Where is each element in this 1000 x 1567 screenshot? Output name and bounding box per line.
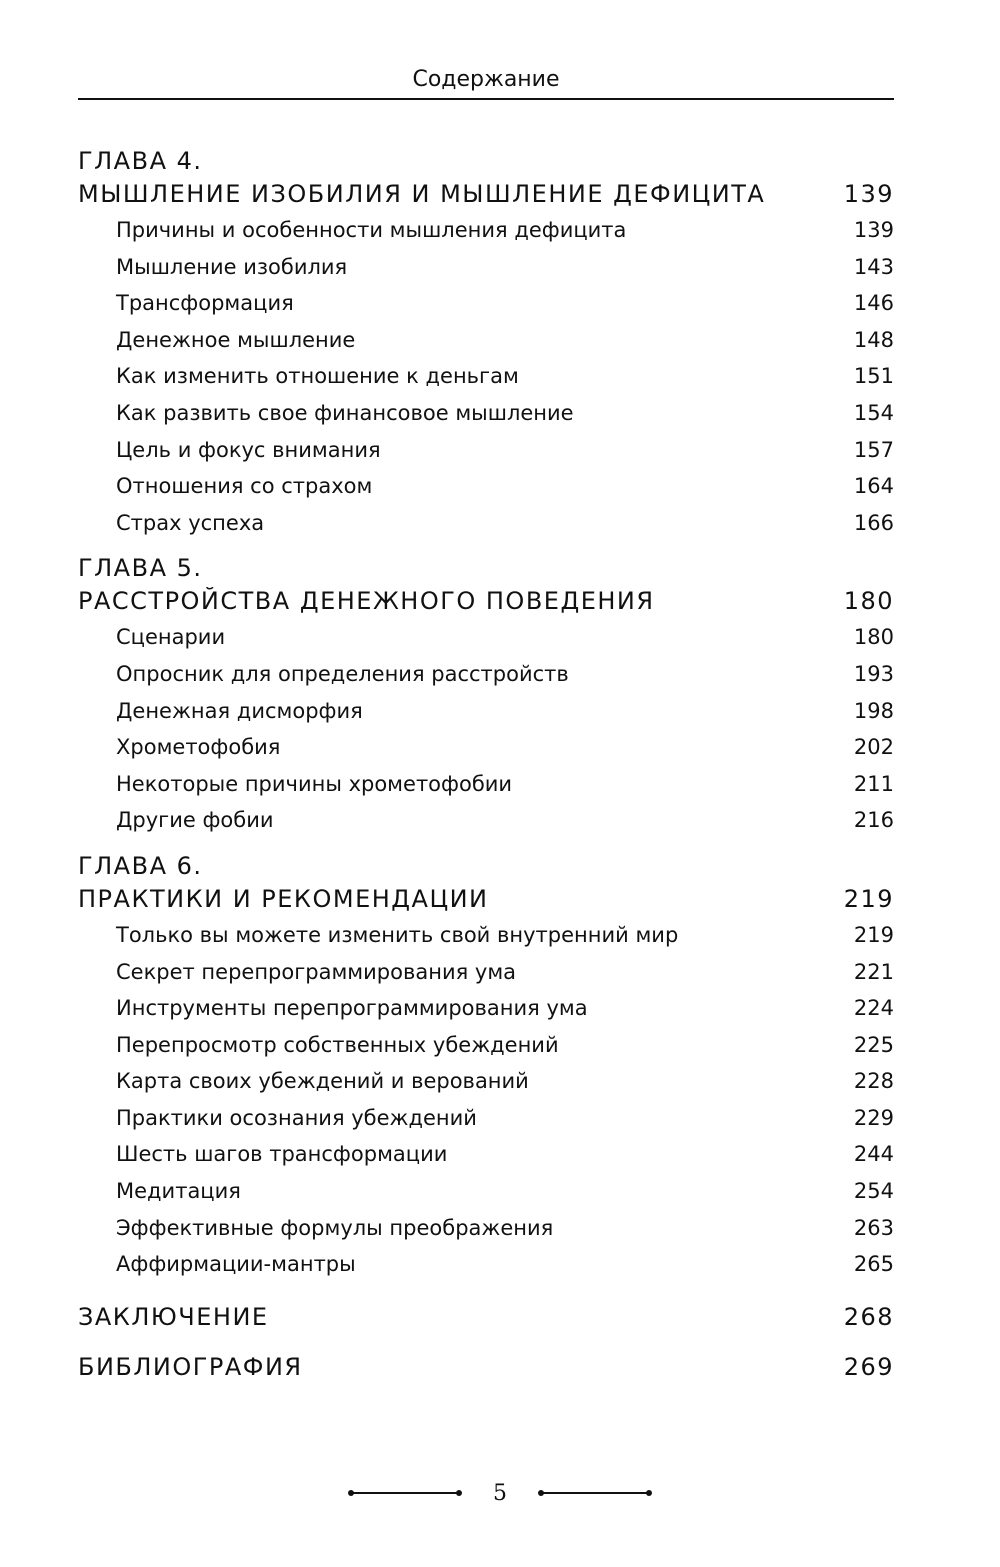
toc-entry-section[interactable]	[78, 401, 894, 438]
toc-entry-conclusion[interactable]	[78, 1303, 894, 1347]
entry-page: 269	[843, 1352, 894, 1381]
toc-entry-section[interactable]	[78, 1106, 894, 1143]
page-footer	[0, 1478, 1000, 1508]
entry-title: Опросник для определения расстройств	[116, 661, 569, 686]
toc-entry-section[interactable]	[78, 699, 894, 736]
entry-title: МЫШЛЕНИЕ ИЗОБИЛИЯ И МЫШЛЕНИЕ ДЕФИЦИТА	[78, 180, 766, 208]
toc-entry-section[interactable]	[78, 772, 894, 809]
entry-page: 211	[853, 771, 894, 796]
entry-page: 157	[853, 437, 894, 462]
entry-title: Денежное мышление	[116, 327, 356, 352]
entry-title: Сценарии	[116, 625, 226, 650]
entry-page: 265	[853, 1252, 894, 1277]
toc-entry-section[interactable]	[78, 364, 894, 401]
entry-page: 180	[843, 587, 894, 616]
toc-entry-chapter[interactable]	[78, 180, 894, 218]
entry-page: 180	[853, 625, 894, 650]
chapter-label: ГЛАВА 4.	[78, 147, 203, 175]
chapter-label: ГЛАВА 5.	[78, 554, 203, 583]
chapter-block	[78, 140, 894, 547]
toc-entry-chapter[interactable]	[78, 587, 894, 625]
toc-entry-section[interactable]	[78, 218, 894, 255]
toc-entry-section[interactable]	[78, 511, 894, 548]
entry-page: 193	[853, 661, 894, 686]
toc-entry-section[interactable]	[78, 625, 894, 662]
entry-page: 216	[853, 808, 894, 833]
entry-page: 228	[853, 1069, 894, 1094]
entry-page: 202	[853, 735, 894, 760]
entry-title: Хрометофобия	[116, 735, 281, 760]
footer-ornament-right	[541, 1492, 649, 1494]
entry-page: 139	[853, 218, 894, 242]
toc-entry-section[interactable]	[78, 923, 894, 960]
entry-title: Секрет перепрограммирования ума	[116, 959, 517, 984]
toc-entry-bibliography[interactable]	[78, 1353, 894, 1397]
entry-page: 166	[853, 510, 894, 535]
entry-page: 221	[853, 959, 894, 984]
toc-entry-section[interactable]	[78, 662, 894, 699]
entry-title: Некоторые причины хрометофобии	[116, 771, 513, 796]
chapter-list	[78, 140, 894, 1289]
entry-page: 225	[853, 1032, 894, 1057]
entry-page: 268	[843, 1302, 894, 1331]
entry-page: 164	[853, 474, 894, 499]
entry-page: 154	[853, 400, 894, 425]
toc-entry-section[interactable]	[78, 438, 894, 475]
entry-title: Аффирмации-мантры	[116, 1252, 356, 1277]
entry-title: Причины и особенности мышления дефицита	[116, 218, 627, 242]
entry-page: 244	[853, 1142, 894, 1167]
entry-title: Как изменить отношение к деньгам	[116, 364, 519, 389]
toc-entry-section[interactable]	[78, 1179, 894, 1216]
entry-page: 219	[853, 922, 894, 947]
entry-page: 263	[853, 1215, 894, 1240]
entry-page: 254	[853, 1179, 894, 1204]
toc-entry-section[interactable]	[78, 1142, 894, 1179]
entry-title: Как развить свое финансовое мышление	[116, 400, 574, 425]
entry-page: 143	[853, 254, 894, 279]
toc-entry-section[interactable]	[78, 1216, 894, 1253]
toc-entry-section[interactable]	[78, 996, 894, 1033]
entry-title: Медитация	[116, 1179, 241, 1204]
entry-page: 219	[843, 884, 894, 913]
toc-entry-section[interactable]	[78, 735, 894, 772]
running-header: Содержание	[412, 67, 560, 92]
entry-title: Эффективные формулы преображения	[116, 1215, 554, 1240]
entry-page: 151	[853, 364, 894, 389]
table-of-contents	[78, 140, 894, 1397]
entry-title: ЗАКЛЮЧЕНИЕ	[78, 1302, 269, 1331]
header-rule	[78, 98, 894, 100]
entry-title: Практики осознания убеждений	[116, 1105, 477, 1130]
entry-title: БИБЛИОГРАФИЯ	[78, 1352, 303, 1381]
entry-title: Шесть шагов трансформации	[116, 1142, 448, 1167]
toc-entry-section[interactable]	[78, 1069, 894, 1106]
footer-ornament-left	[351, 1492, 459, 1494]
entry-title: Только вы можете изменить свой внутренний мир	[116, 922, 679, 947]
toc-entry-section[interactable]	[78, 1252, 894, 1289]
toc-entry-section[interactable]	[78, 291, 894, 328]
entry-title: Инструменты перепрограммирования ума	[116, 996, 588, 1021]
toc-entry-section[interactable]	[78, 328, 894, 365]
chapter-block	[78, 845, 894, 1289]
entry-title: ПРАКТИКИ И РЕКОМЕНДАЦИИ	[78, 884, 489, 913]
entry-page: 146	[853, 291, 894, 316]
entry-title: Страх успеха	[116, 510, 265, 535]
entry-title: Карта своих убеждений и верований	[116, 1069, 529, 1094]
entry-page: 148	[853, 327, 894, 352]
entry-title: Отношения со страхом	[116, 474, 373, 499]
entry-title: Мышление изобилия	[116, 254, 348, 279]
toc-entry-section[interactable]	[78, 808, 894, 845]
toc-entry-section[interactable]	[78, 960, 894, 997]
entry-title: Другие фобии	[116, 808, 274, 833]
toc-entry-chapter[interactable]	[78, 885, 894, 923]
page-number: 5	[493, 1480, 507, 1506]
entry-page: 229	[853, 1105, 894, 1130]
chapter-label: ГЛАВА 6.	[78, 851, 203, 880]
entry-title: Цель и фокус внимания	[116, 437, 381, 462]
toc-entry-section[interactable]	[78, 1033, 894, 1070]
entry-title: Перепросмотр собственных убеждений	[116, 1032, 559, 1057]
toc-entry-section[interactable]	[78, 474, 894, 511]
entry-title: Денежная дисморфия	[116, 698, 363, 723]
toc-entry-section[interactable]	[78, 255, 894, 292]
chapter-block	[78, 547, 894, 845]
entry-page: 198	[853, 698, 894, 723]
entry-title: РАССТРОЙСТВА ДЕНЕЖНОГО ПОВЕДЕНИЯ	[78, 587, 655, 616]
entry-page: 139	[843, 180, 894, 208]
spacer	[78, 1289, 894, 1303]
entry-title: Трансформация	[116, 291, 294, 316]
entry-page: 224	[853, 996, 894, 1021]
